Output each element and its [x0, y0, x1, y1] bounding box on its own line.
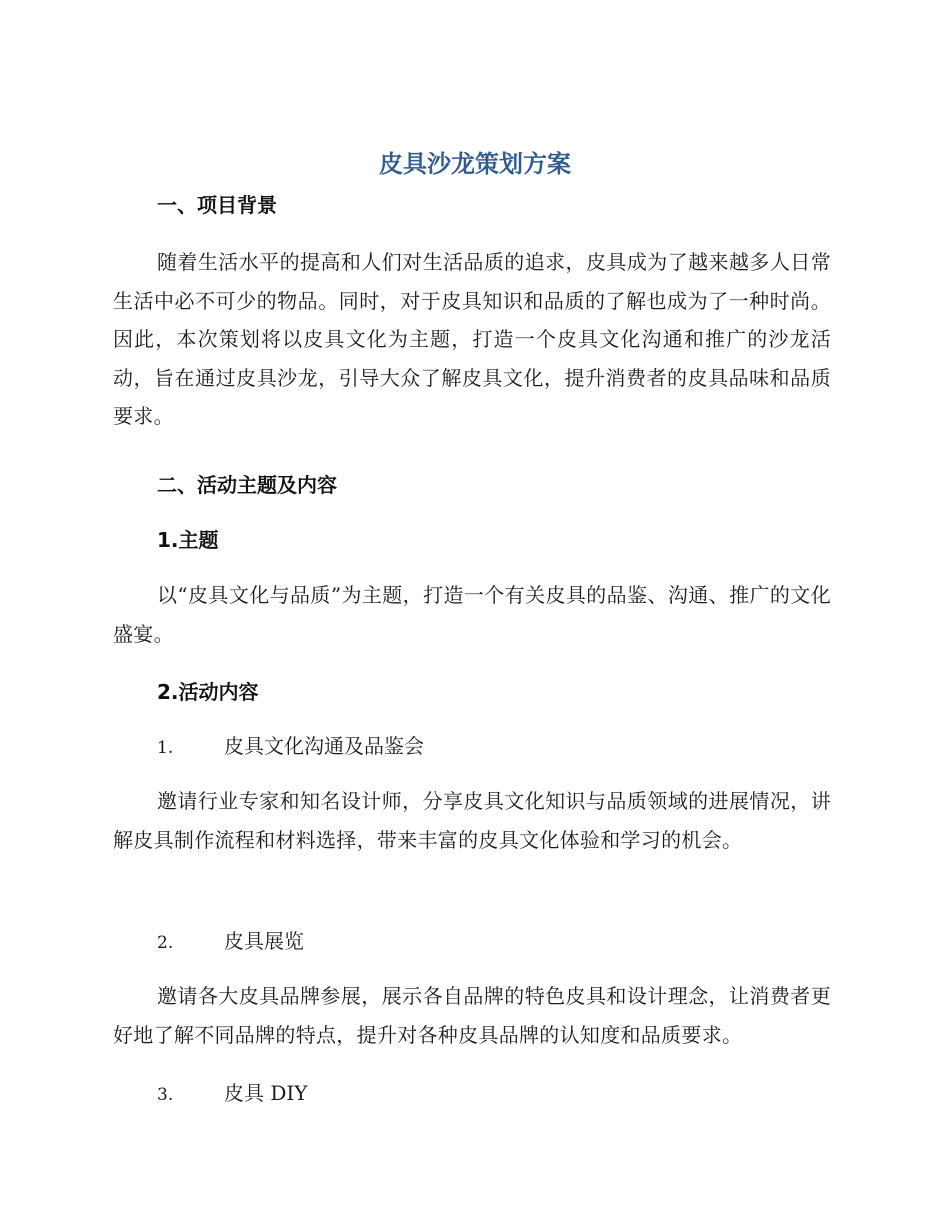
list-item-3 — [157, 1078, 308, 1110]
section-heading-theme-content: 二、活动主题及内容 — [157, 473, 337, 497]
subheading-theme: 1.主题 — [157, 528, 219, 552]
list-label: 皮具 DIY — [224, 1081, 308, 1105]
section-heading-background: 一、项目背景 — [157, 193, 277, 217]
paragraph-item-1: 邀请行业专家和知名设计师，分享皮具文化知识与品质领域的进展情况，讲解皮具制作流程和材料选择，带来丰富的皮具文化体验和学习的机会。 — [113, 789, 831, 852]
paragraph-theme: 以“皮具文化与品质”为主题，打造一个有关皮具的品鉴、沟通、推广的文化盛宴。 — [113, 583, 831, 646]
list-item-1 — [157, 731, 424, 763]
paragraph-item-2: 邀请各大皮具品牌参展，展示各自品牌的特色皮具和设计理念，让消费者更好地了解不同品牌的特点，提升对各种皮具品牌的认知度和品质要求。 — [113, 984, 831, 1047]
paragraph-background: 随着生活水平的提高和人们对生活品质的追求，皮具成为了越来越多人日常生活中必不可少的物品。同时，对于皮具知识和品质的了解也成为了一种时尚。因此，本次策划将以皮具文化为主题，打造一个皮具文化沟通和推广的沙龙活动，旨在通过皮具沙龙，引导大众了解皮具文化，提升消费者的皮具品味和品质要求。 — [113, 250, 831, 428]
list-number: 3. — [157, 1085, 174, 1105]
list-item-2 — [157, 926, 304, 958]
list-number: 2. — [157, 933, 174, 953]
list-number: 1. — [157, 738, 174, 758]
subheading-content: 2.活动内容 — [157, 680, 259, 704]
document-title: 皮具沙龙策划方案 — [379, 150, 571, 178]
list-label: 皮具文化沟通及品鉴会 — [224, 734, 424, 758]
list-label: 皮具展览 — [224, 929, 304, 953]
